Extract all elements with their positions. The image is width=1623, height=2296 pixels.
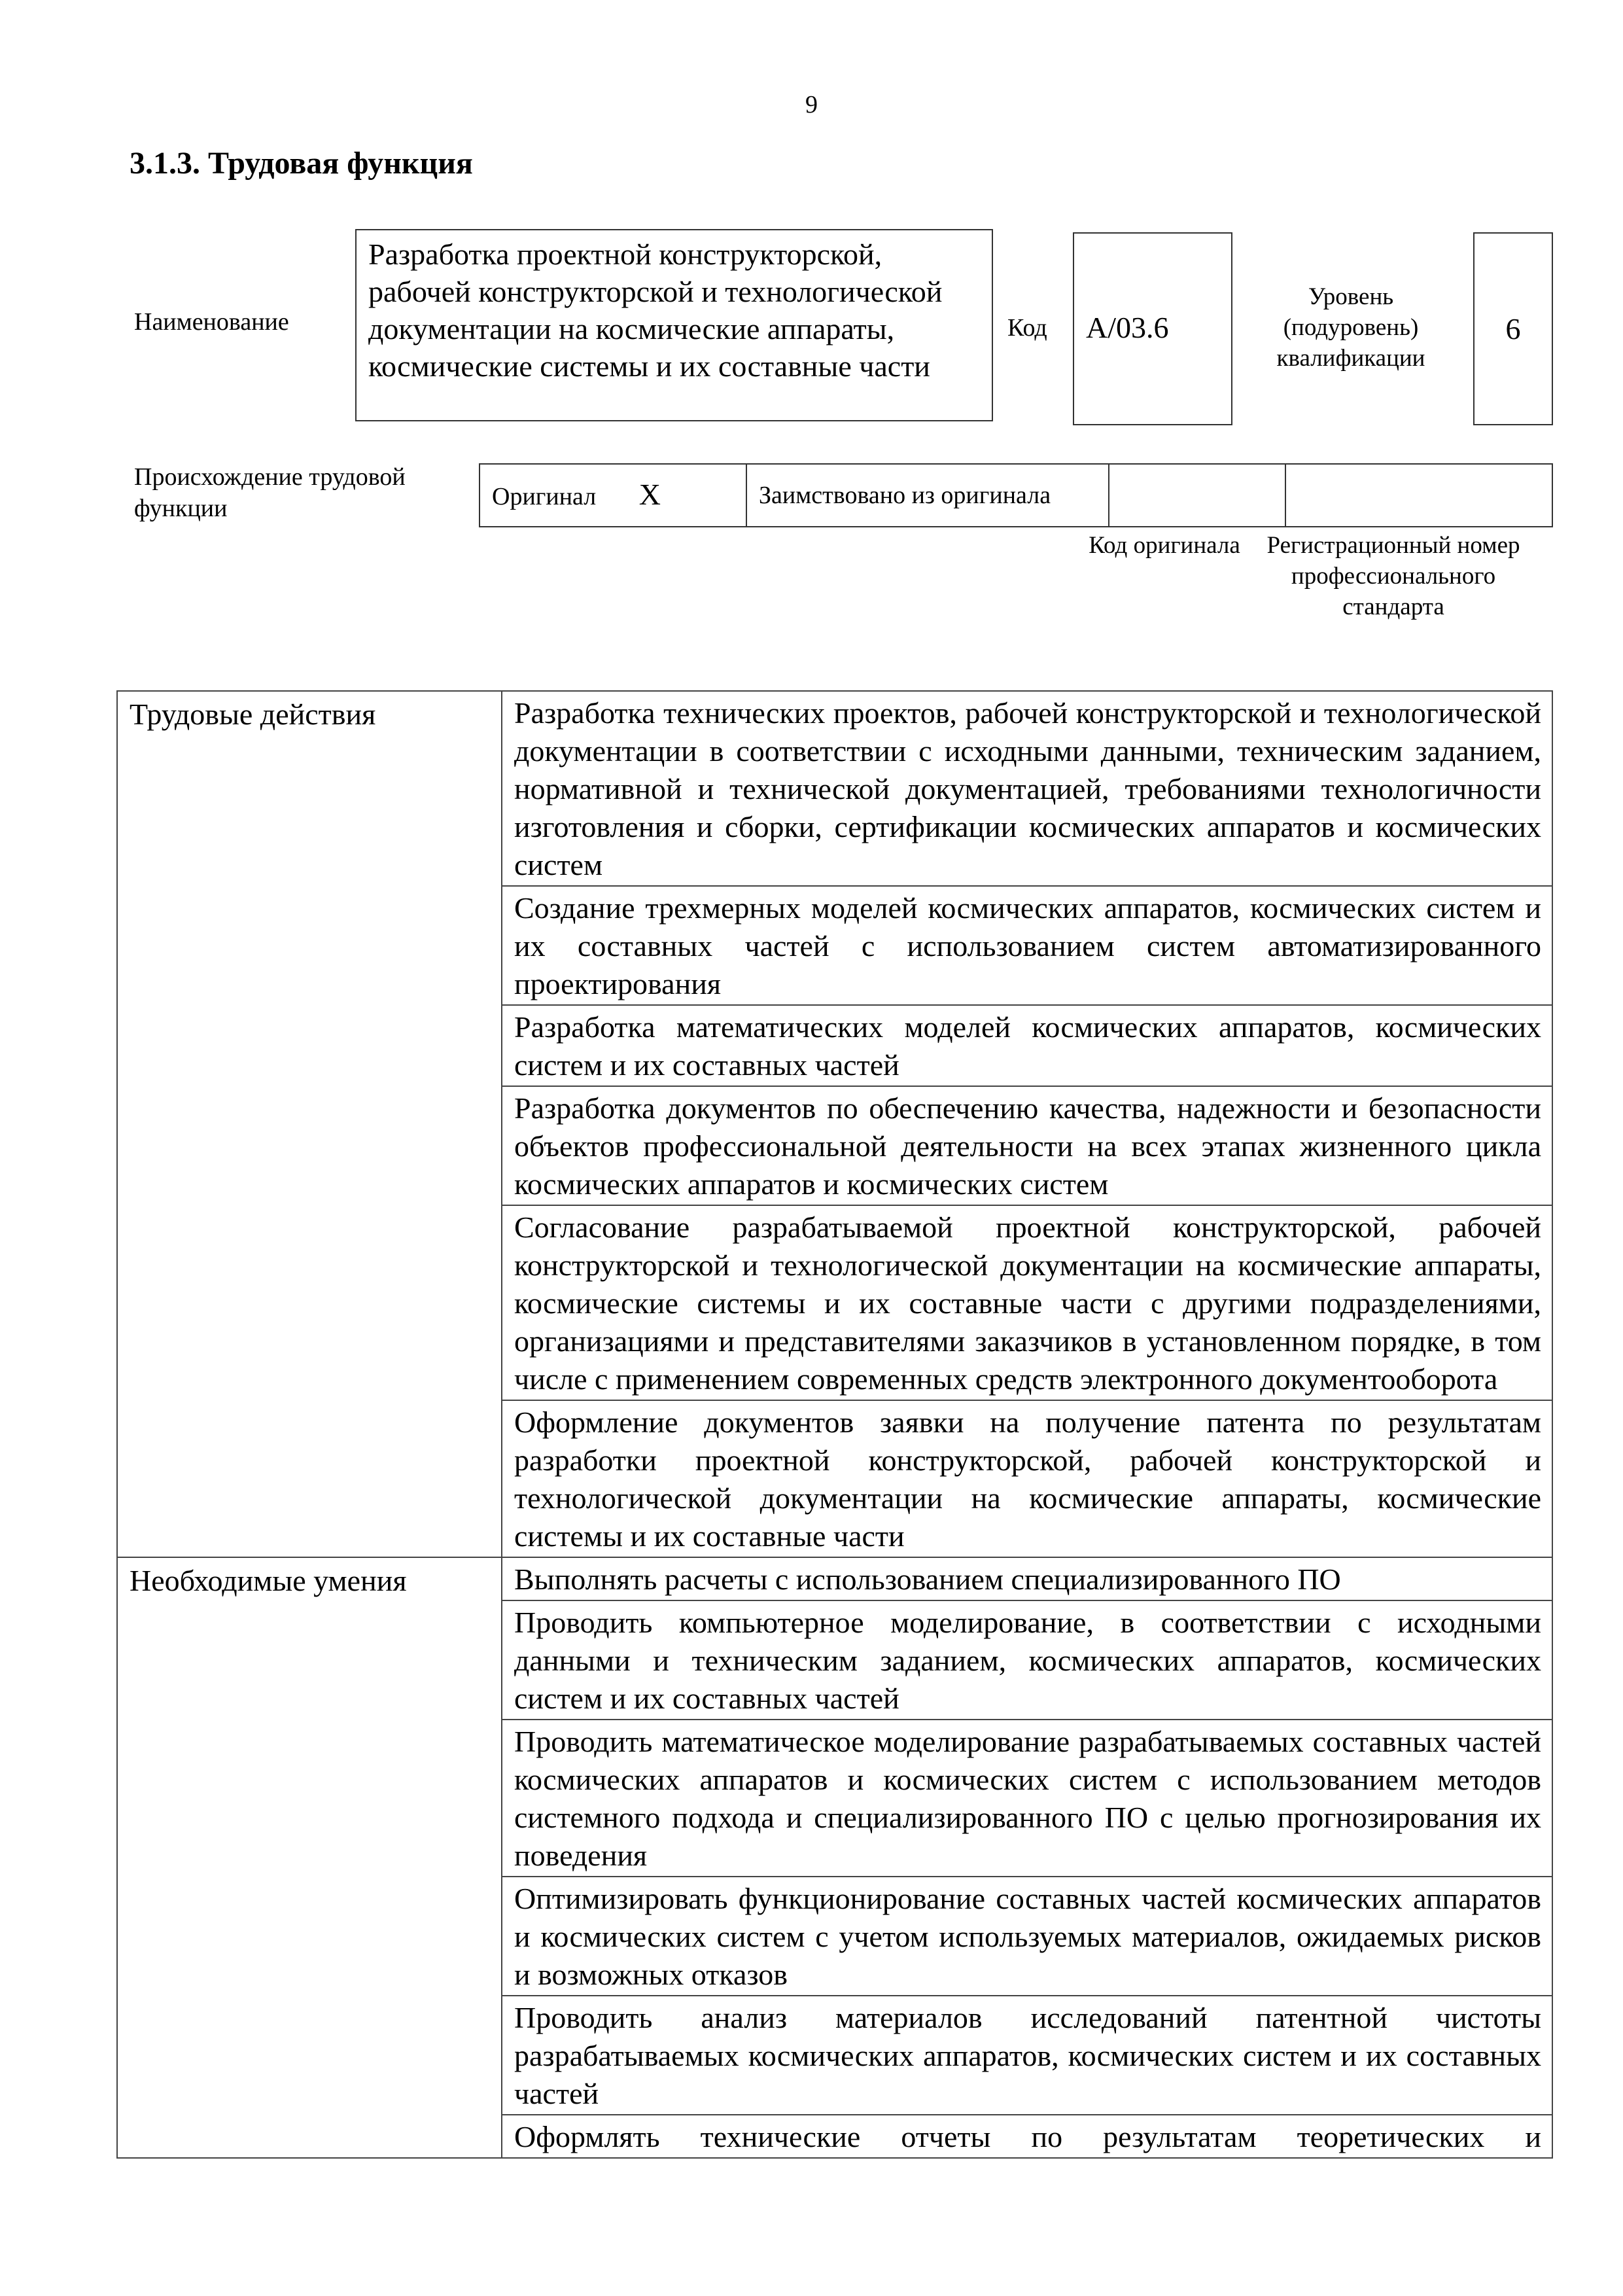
action-item: Разработка математических моделей космических аппаратов, космических систем и их составных частей	[502, 1005, 1552, 1086]
skill-item: Оформлять технические отчеты по результатам теоретических и	[502, 2115, 1552, 2158]
origin-borrowed-label: Заимствовано из оригинала	[759, 482, 1051, 509]
action-item: Создание трехмерных моделей космических аппаратов, космических систем и их составных частей с использованием систем автоматизированного проектирования	[502, 886, 1552, 1005]
skill-item: Проводить компьютерное моделирование, в соответствии с исходными данными и техническим заданием, космических аппаратов, космических систем и их составных частей	[502, 1600, 1552, 1720]
skill-item: Оптимизировать функционирование составных частей космических аппаратов и космических систем с учетом используемых материалов, ожидаемых рисков и возможных отказов	[502, 1877, 1552, 1996]
skills-label: Необходимые умения	[117, 1557, 502, 2158]
origin-reg-number-cell	[1285, 464, 1552, 527]
origin-code-cell	[1109, 464, 1285, 527]
action-item: Разработка технических проектов, рабочей конструкторской и технологической документации в соответствии с исходными данными, техническим заданием, нормативной и технической документацией, требованиями технологичности изготовления и сборки, сертификации космических аппаратов и космических систем	[502, 691, 1552, 886]
action-item: Согласование разрабатываемой проектной конструкторской, рабочей конструкторской и технологической документации на космические аппараты, космические системы и их составные части с другими подразделениями, организациями и представителями заказчиков в установленном порядке, в том числе с применением современных средств электронного документооборота	[502, 1205, 1552, 1400]
action-item: Оформление документов заявки на получение патента по результатам разработки проектной конструкторской, рабочей конструкторской и технологической документации на космические аппараты, космические системы и их составные части	[502, 1400, 1552, 1557]
code-label: Код	[1007, 314, 1047, 342]
action-item: Разработка документов по обеспечению качества, надежности и безопасности объектов профессиональной деятельности на всех этапах жизненного цикла космических аппаратов и космических систем	[502, 1086, 1552, 1205]
level-label: Уровень (подуровень) квалификации	[1276, 283, 1425, 372]
origin-label: Происхождение трудовой функции	[134, 463, 406, 522]
origin-original-label: Оригинал	[492, 482, 597, 510]
labor-function-table	[116, 690, 1553, 2159]
name-label: Наименование	[134, 308, 289, 336]
function-name-value: Разработка проектной конструкторской, рабочей конструкторской и технологической документации на космические аппараты, космические системы и их составные части	[368, 238, 943, 383]
origin-original-mark: Х	[638, 477, 661, 511]
page-number: 9	[805, 91, 818, 118]
origin-code-caption: Код оригинала	[1089, 532, 1240, 559]
level-value: 6	[1505, 312, 1521, 345]
function-name-box	[355, 229, 993, 421]
code-value: А/03.6	[1086, 311, 1169, 344]
table-row	[117, 1557, 1552, 1600]
table-row	[117, 691, 1552, 886]
actions-label: Трудовые действия	[117, 691, 502, 1557]
level-box	[1473, 232, 1553, 425]
skill-item: Выполнять расчеты с использованием специализированного ПО	[502, 1557, 1552, 1600]
section-title: 3.1.3. Трудовая функция	[130, 146, 473, 181]
origin-reg-caption: Регистрационный номер профессионального стандарта	[1266, 532, 1520, 620]
origin-table	[479, 463, 1553, 527]
code-box	[1073, 232, 1232, 425]
skill-item: Проводить анализ материалов исследований патентной чистоты разрабатываемых космических аппаратов, космических систем и их составных частей	[502, 1996, 1552, 2115]
skill-item: Проводить математическое моделирование разрабатываемых составных частей космических аппаратов и космических систем с использованием методов системного подхода и специализированного ПО с целью прогнозирования их поведения	[502, 1720, 1552, 1877]
origin-borrowed-cell	[746, 464, 1109, 527]
origin-original-cell	[480, 464, 746, 527]
